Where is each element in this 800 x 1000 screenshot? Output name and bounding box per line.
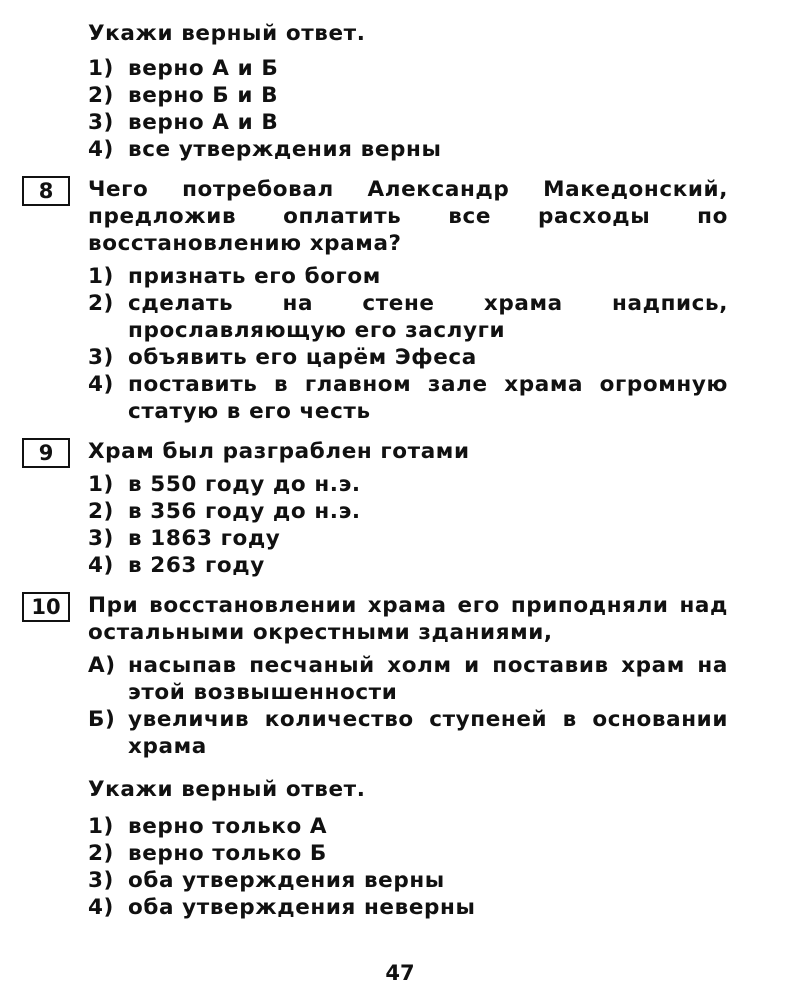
option-number: 3) [88, 110, 114, 135]
option-text: поставить в главном зале храма огромную статую в его честь [128, 372, 728, 424]
answer-option[interactable] [88, 371, 728, 425]
answer-option[interactable] [88, 109, 728, 136]
option-number: 1) [88, 472, 114, 497]
answer-option[interactable] [88, 55, 728, 82]
option-text: все утверждения верны [128, 137, 442, 162]
option-number: 2) [88, 291, 114, 316]
answer-prompt: Укажи верный ответ. [88, 21, 366, 46]
question-8 [88, 176, 728, 425]
q7-answer-block [88, 20, 728, 163]
option-text: признать его богом [128, 264, 381, 289]
option-number: 2) [88, 499, 114, 524]
answer-options [88, 471, 728, 579]
option-number: 4) [88, 372, 114, 397]
question-number-box: 10 [22, 592, 70, 622]
statement-text: увеличив количество ступеней в основании храма [128, 707, 728, 759]
answer-option[interactable] [88, 136, 728, 163]
option-text: сделать на стене храма надпись, прославляющую его заслуги [128, 291, 728, 343]
option-text: верно А и Б [128, 56, 279, 81]
question-10 [88, 592, 728, 921]
answer-option[interactable] [88, 82, 728, 109]
question-text: При восстановлении храма его приподняли над остальными окрестными зданиями, [88, 593, 728, 645]
answer-option[interactable] [88, 471, 728, 498]
question-text: Чего потребовал Александр Македонский, предложив оплатить все расходы по восстановлению храма? [88, 177, 728, 256]
option-text: объявить его царём Эфеса [128, 345, 477, 370]
option-number: 4) [88, 895, 114, 920]
answer-options [88, 813, 728, 921]
answer-option[interactable] [88, 840, 728, 867]
option-text: верно только А [128, 814, 328, 839]
option-number: 2) [88, 841, 114, 866]
answer-option[interactable] [88, 867, 728, 894]
option-text: в 1863 году [128, 526, 281, 551]
option-number: 3) [88, 526, 114, 551]
question-text: Храм был разграблен готами [88, 439, 470, 464]
option-number: 1) [88, 814, 114, 839]
statement-item [88, 706, 728, 760]
option-number: 3) [88, 345, 114, 370]
option-text: верно А и В [128, 110, 279, 135]
answer-option[interactable] [88, 290, 728, 344]
statement-text: насыпав песчаный холм и поставив храм на этой возвышенности [128, 653, 728, 705]
answer-option[interactable] [88, 263, 728, 290]
page-number: 47 [385, 961, 415, 985]
option-text: оба утверждения верны [128, 868, 445, 893]
answer-options [88, 263, 728, 425]
option-text: оба утверждения неверны [128, 895, 476, 920]
answer-prompt: Укажи верный ответ. [88, 777, 366, 802]
statement-list [88, 652, 728, 760]
question-9 [88, 438, 728, 579]
statement-letter: А) [88, 653, 116, 678]
answer-option[interactable] [88, 344, 728, 371]
option-number: 1) [88, 56, 114, 81]
option-number: 1) [88, 264, 114, 289]
answer-option[interactable] [88, 525, 728, 552]
statement-letter: Б) [88, 707, 116, 732]
option-text: в 550 году до н.э. [128, 472, 361, 497]
option-text: верно Б и В [128, 83, 279, 108]
answer-option[interactable] [88, 498, 728, 525]
answer-option[interactable] [88, 894, 728, 921]
option-text: верно только Б [128, 841, 327, 866]
option-number: 4) [88, 553, 114, 578]
option-number: 3) [88, 868, 114, 893]
question-number-box: 8 [22, 176, 70, 206]
statement-item [88, 652, 728, 706]
question-number-box: 9 [22, 438, 70, 468]
option-text: в 263 году [128, 553, 265, 578]
answer-option[interactable] [88, 552, 728, 579]
option-number: 2) [88, 83, 114, 108]
answer-options [88, 55, 728, 163]
answer-option[interactable] [88, 813, 728, 840]
option-number: 4) [88, 137, 114, 162]
option-text: в 356 году до н.э. [128, 499, 361, 524]
